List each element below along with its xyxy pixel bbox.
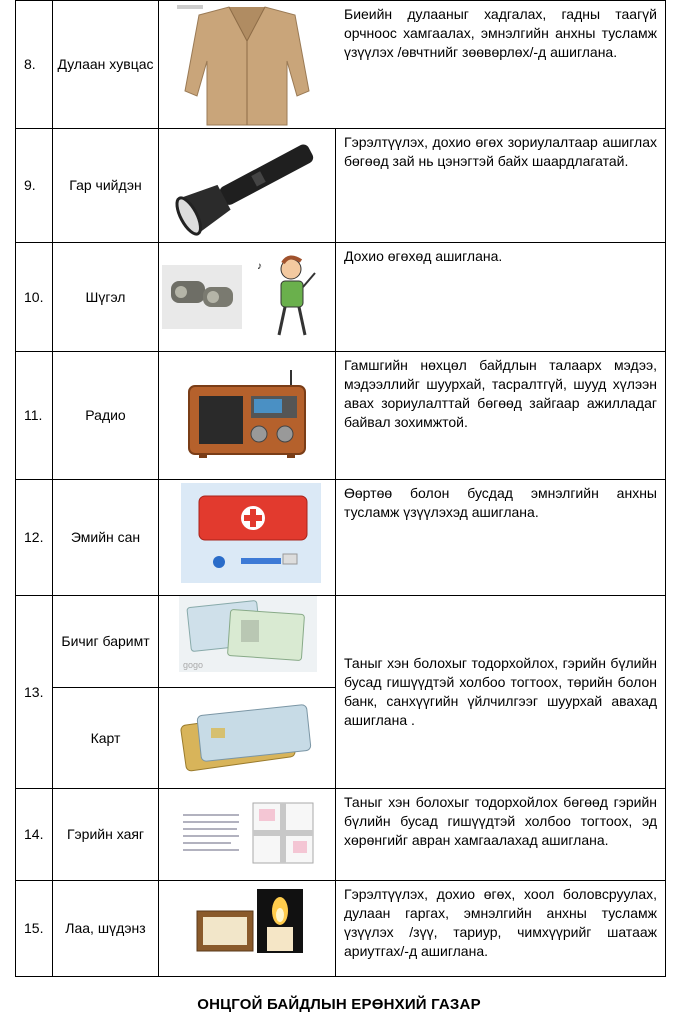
- row-number: 14.: [16, 789, 53, 881]
- item-name: Дулаан хувцас: [53, 1, 159, 129]
- radio-photo: [159, 352, 336, 480]
- footer-organization-name: ОНЦГОЙ БАЙДЛЫН ЕРӨНХИЙ ГАЗАР: [197, 996, 481, 1013]
- table-row: [16, 881, 666, 977]
- row-number: 10.: [16, 243, 53, 352]
- item-name: Карт: [53, 688, 159, 789]
- table-row: [16, 243, 666, 352]
- row-number: 12.: [16, 480, 53, 596]
- item-description: Өөртөө болон бусдад эмнэлгийн анхны тусламж үзүүлэхэд ашиглана.: [336, 480, 666, 596]
- table-row: [16, 596, 666, 688]
- item-name: Гар чийдэн: [53, 129, 159, 243]
- row-number: 13.: [16, 596, 53, 789]
- first-aid-kit-photo: [159, 480, 336, 596]
- item-name: Лаа, шүдэнз: [53, 881, 159, 977]
- table-row: [16, 789, 666, 881]
- item-name: Радио: [53, 352, 159, 480]
- row-number: 8.: [16, 1, 53, 129]
- table-row: [16, 352, 666, 480]
- table-row: [16, 1, 666, 129]
- row-number: 15.: [16, 881, 53, 977]
- svg-text:♪: ♪: [257, 261, 262, 272]
- table-row: [16, 480, 666, 596]
- svg-text:gogo: gogo: [183, 660, 204, 670]
- row-number: 11.: [16, 352, 53, 480]
- item-name: Гэрийн хаяг: [53, 789, 159, 881]
- bank-cards-photo: [159, 688, 336, 789]
- item-description: Таныг хэн болохыг тодорхойлох, гэрийн бүлийн бусад гишүүдтэй холбоо тогтоох, төрийн болон банк, санхүүгийн үйлчилгээг шуурхай авахад ашиглана .: [336, 596, 666, 789]
- supplies-table: [15, 0, 666, 977]
- coat-photo: [159, 1, 336, 129]
- home-address-map: [159, 789, 336, 881]
- table-row: [16, 129, 666, 243]
- row-number: 9.: [16, 129, 53, 243]
- whistle-photo: [159, 243, 336, 352]
- item-description: Гамшгийн нөхцөл байдлын талаарх мэдээ, мэдээллийг шуурхай, тасралтгүй, шууд хүлээн авах зориулалттай бөгөөд зайгаар ажилладаг байвал зохимжтой.: [336, 352, 666, 480]
- id-documents-photo: [159, 596, 336, 688]
- flashlight-photo: [159, 129, 336, 243]
- item-description: Гэрэлтүүлэх, дохио өгөх, хоол боловсруулах, дулаан гаргах, эмнэлгийн анхны тусламж үзүүлэх /зүү, тариур, чимхүүрийг шатааж ариутгах/-д ашиглана.: [336, 881, 666, 977]
- item-description: Дохио өгөхөд ашиглана.: [336, 243, 666, 352]
- item-name: Шүгэл: [53, 243, 159, 352]
- item-description: Гэрэлтүүлэх, дохио өгөх зориулалтаар ашиглах бөгөөд зай нь цэнэгтэй байх шаардлагатай.: [336, 129, 666, 243]
- item-name: Бичиг баримт: [53, 596, 159, 688]
- candle-matches-photo: [159, 881, 336, 977]
- item-name: Эмийн сан: [53, 480, 159, 596]
- item-description: Биеийн дулааныг хадгалах, гадны таагүй орчноос хамгаалах, эмнэлгийн анхны тусламж үзүүлэх /өвчтнийг зөөвөрлөх/-д ашиглана.: [336, 1, 666, 129]
- item-description: Таныг хэн болохыг тодорхойлох бөгөөд гэрийн бүлийн бусад гишүүдтэй холбоо тогтоох, эд хөрөнгийг авран хамгаалахад ашиглана.: [336, 789, 666, 881]
